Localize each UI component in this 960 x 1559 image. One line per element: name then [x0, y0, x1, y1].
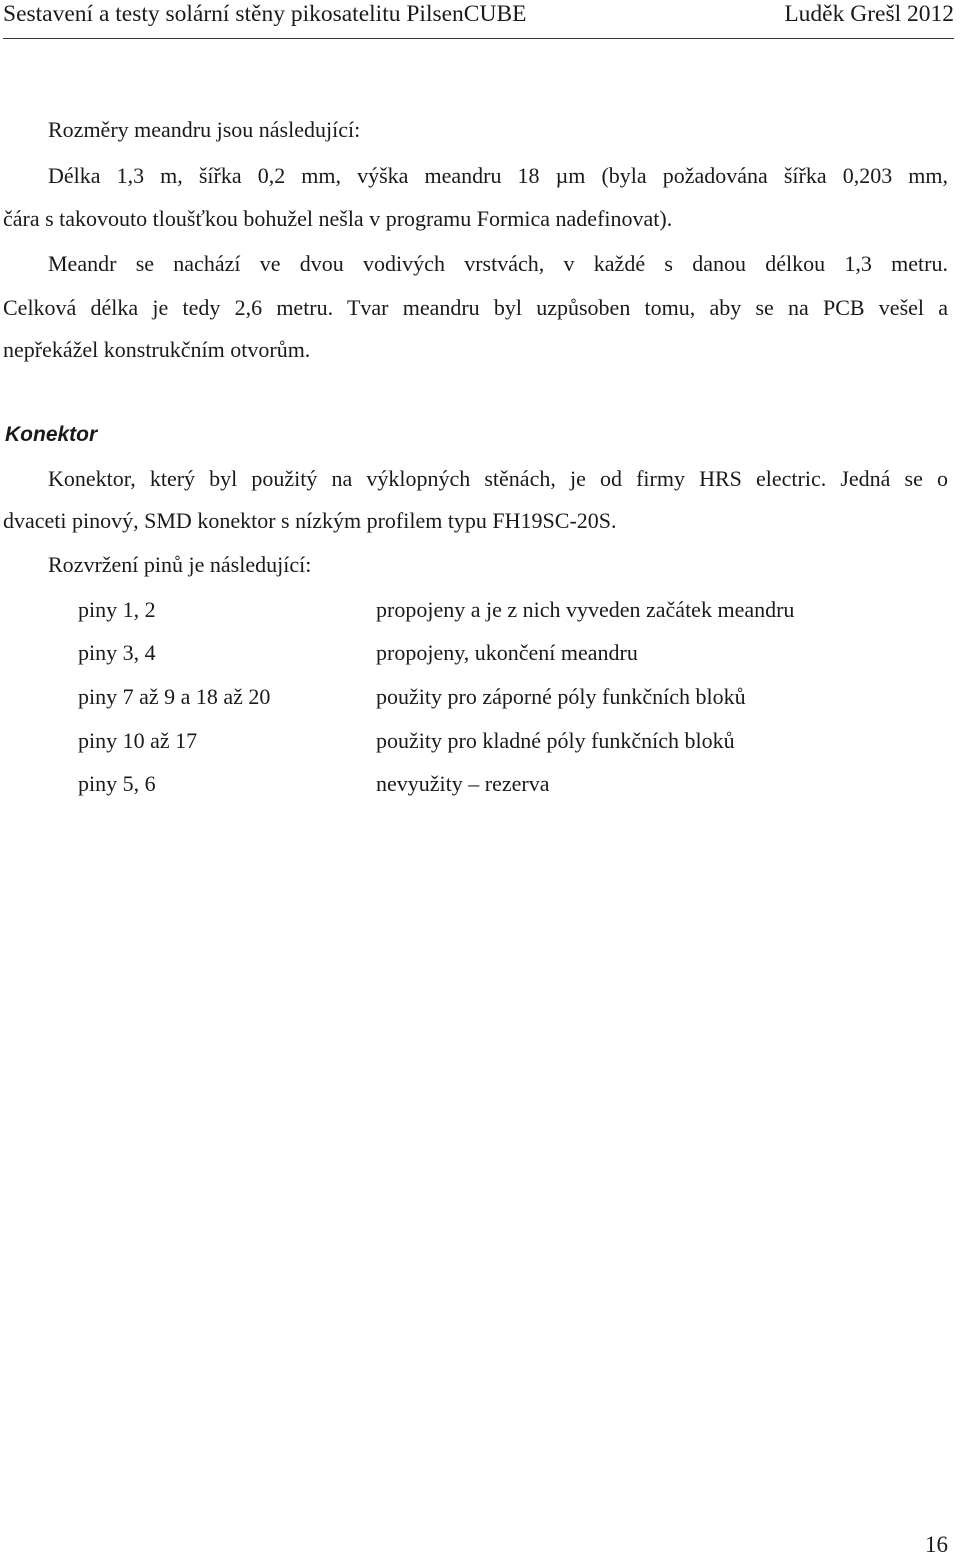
paragraph-line: Celková délka je tedy 2,6 metru. Tvar meandru byl uzpůsoben tomu, aby se na PCB vešel a — [3, 295, 948, 320]
paragraph-line: Rozvržení pinů je následující: — [48, 552, 312, 577]
pin-group-description: nevyužity – rezerva — [376, 771, 550, 796]
document-title: Sestavení a testy solární stěny pikosatelitu PilsenCUBE — [3, 1, 527, 27]
paragraph-line: nepřekážel konstrukčním otvorům. — [3, 337, 311, 362]
pin-group-description: použity pro záporné póly funkčních bloků — [376, 684, 746, 709]
paragraph-line: Rozměry meandru jsou následující: — [48, 117, 361, 142]
page-header — [3, 0, 954, 39]
pin-group-name: piny 1, 2 — [78, 597, 156, 622]
pin-group-name: piny 7 až 9 a 18 až 20 — [78, 684, 271, 709]
pin-group-description: propojeny, ukončení meandru — [376, 640, 638, 665]
paragraph-line: čára s takovouto tloušťkou bohužel nešla v programu Formica nadefinovat). — [3, 206, 673, 231]
paragraph-line: Meandr se nachází ve dvou vodivých vrstvách, v každé s danou délkou 1,3 metru. — [48, 251, 948, 276]
pin-group-name: piny 3, 4 — [78, 640, 156, 665]
author-year: Luděk Grešl 2012 — [784, 1, 954, 27]
pin-group-name: piny 10 až 17 — [78, 728, 198, 753]
section-heading: Konektor — [5, 423, 98, 446]
paragraph-line: Konektor, který byl použitý na výklopných stěnách, je od firmy HRS electric. Jedná se o — [48, 466, 948, 491]
paragraph-line: Délka 1,3 m, šířka 0,2 mm, výška meandru 18 µm (byla požadována šířka 0,203 mm, — [48, 163, 948, 188]
pin-group-name: piny 5, 6 — [78, 771, 156, 796]
page-number: 16 — [925, 1532, 948, 1557]
pin-group-description: propojeny a je z nich vyveden začátek meandru — [376, 597, 795, 622]
paragraph-line: dvaceti pinový, SMD konektor s nízkým profilem typu FH19SC-20S. — [3, 508, 617, 533]
pin-group-description: použity pro kladné póly funkčních bloků — [376, 728, 735, 753]
